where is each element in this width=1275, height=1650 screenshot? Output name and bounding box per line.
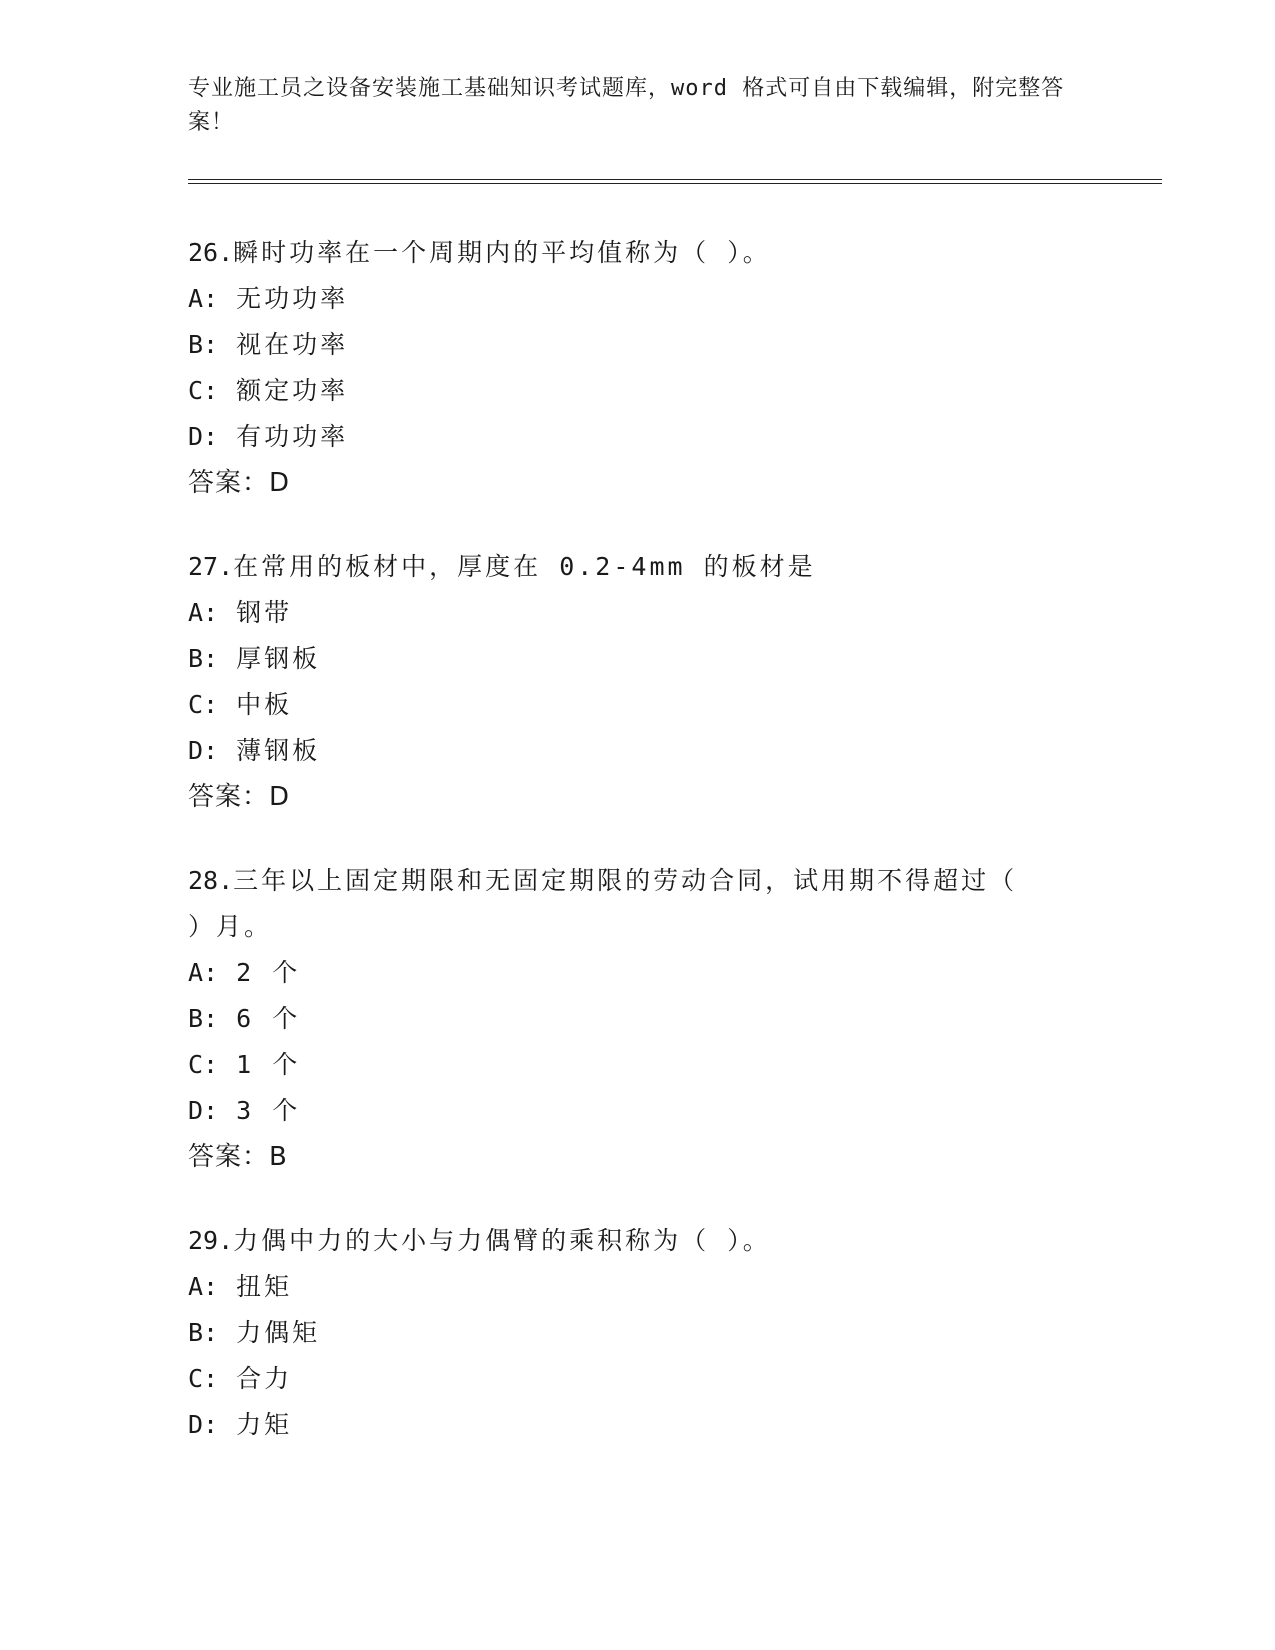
option-a: A: 无功功率 [188, 284, 349, 313]
option-d: D: 3 个 [188, 1096, 301, 1125]
question-29 [188, 1218, 1118, 1448]
option-b: B: 6 个 [188, 1004, 301, 1033]
header-title: 专业施工员之设备安装施工基础知识考试题库，word 格式可自由下载编辑，附完整答案！ [188, 76, 1065, 135]
question-text [188, 544, 1118, 590]
header-divider-bottom [188, 183, 1162, 184]
question-28 [188, 858, 1118, 1180]
question-list [188, 230, 1118, 1486]
question-stem: 三年以上固定期限和无固定期限的劳动合同，试用期不得超过（ [233, 866, 1018, 895]
question-text [188, 1218, 1118, 1264]
option-a: A: 2 个 [188, 958, 301, 987]
option-b: B: 视在功率 [188, 330, 349, 359]
option-c: C: 中板 [188, 690, 293, 719]
question-stem: 力偶中力的大小与力偶臂的乘积称为（ ）。 [233, 1226, 771, 1255]
option-b: B: 力偶矩 [188, 1318, 321, 1347]
answer: 答案：D [188, 782, 291, 812]
option-d: D: 薄钢板 [188, 736, 321, 765]
option-d: D: 有功功率 [188, 422, 349, 451]
question-26 [188, 230, 1118, 506]
page-header [188, 72, 1088, 140]
option-b: B: 厚钢板 [188, 644, 321, 673]
question-number: 29. [188, 1226, 234, 1255]
question-stem: 在常用的板材中，厚度在 0.2-4mm 的板材是 [233, 552, 816, 581]
answer: 答案：B [188, 1142, 288, 1172]
option-c: C: 合力 [188, 1364, 293, 1393]
question-number: 28. [188, 866, 234, 895]
question-number: 26. [188, 238, 234, 267]
answer: 答案：D [188, 468, 291, 498]
option-d: D: 力矩 [188, 1410, 293, 1439]
option-a: A: 钢带 [188, 598, 293, 627]
question-text [188, 230, 1118, 276]
question-text-continued: ）月。 [188, 912, 273, 941]
option-c: C: 额定功率 [188, 376, 349, 405]
question-stem: 瞬时功率在一个周期内的平均值称为（ ）。 [233, 238, 771, 267]
option-a: A: 扭矩 [188, 1272, 293, 1301]
option-c: C: 1 个 [188, 1050, 301, 1079]
question-27 [188, 544, 1118, 820]
question-text [188, 858, 1118, 904]
question-number: 27. [188, 552, 234, 581]
header-divider-top [188, 179, 1162, 180]
